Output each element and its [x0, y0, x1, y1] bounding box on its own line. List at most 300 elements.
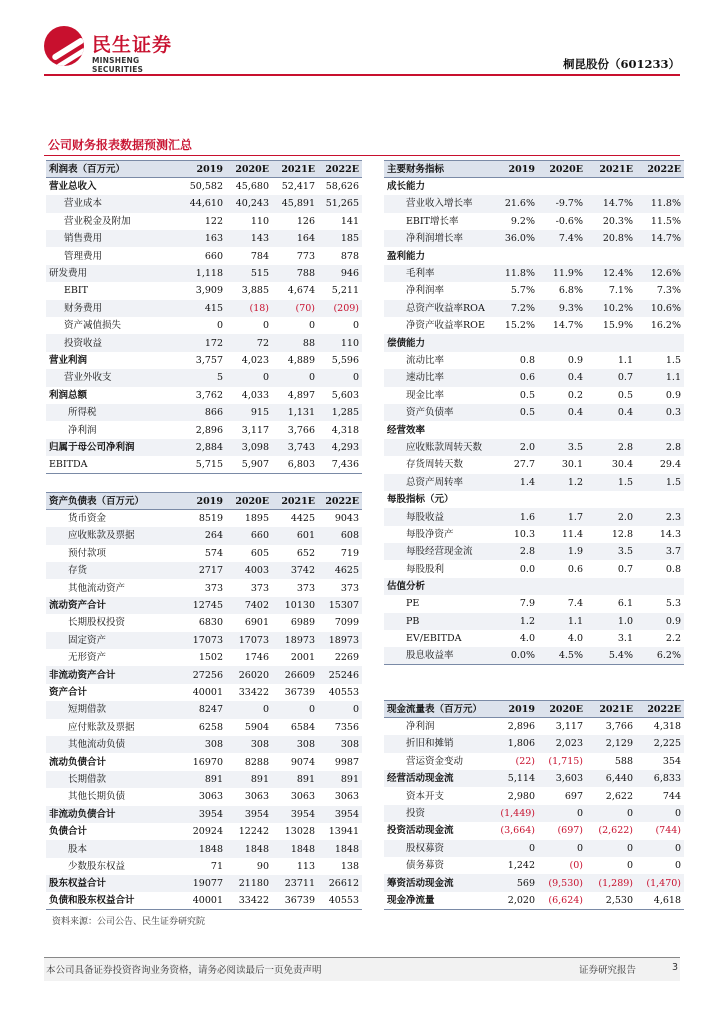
- value-cell: [586, 247, 636, 264]
- value-cell: 3063: [334, 791, 359, 803]
- value-cell: 163: [182, 230, 226, 247]
- value-cell: 6258: [198, 721, 223, 733]
- row-label: 成长能力: [387, 181, 426, 193]
- row-label: 毛利率: [384, 265, 496, 282]
- value-cell: 3063: [290, 791, 315, 803]
- value-cell: 891: [226, 771, 272, 788]
- row-label: 净利润: [406, 721, 435, 733]
- value-cell: 7.4%: [538, 230, 586, 247]
- value-cell: 1848: [318, 840, 362, 857]
- value-cell: 0: [272, 701, 318, 718]
- value-cell: [636, 334, 684, 351]
- value-cell: (22): [515, 755, 535, 767]
- value-cell: 122: [204, 215, 223, 227]
- table-row: [46, 300, 362, 317]
- section-title: 公司财务报表数据预测汇总: [44, 136, 680, 156]
- value-cell: 2,020: [496, 892, 538, 909]
- value-cell: 6.1: [617, 598, 633, 610]
- value-cell: 9987: [334, 756, 359, 768]
- value-cell: 126: [296, 215, 315, 227]
- year-header-cell: 2021E: [586, 161, 636, 178]
- value-cell: 18973: [272, 632, 318, 649]
- table-row: [46, 753, 362, 770]
- value-cell: 4,293: [318, 439, 362, 456]
- value-cell: (697): [557, 825, 583, 837]
- value-cell: 3,885: [241, 285, 269, 297]
- value-cell: 719: [340, 547, 359, 559]
- value-cell: 88: [272, 334, 318, 351]
- table-row: [46, 875, 362, 892]
- row-label: 负债和股东权益合计: [46, 892, 182, 909]
- row-label: 少数股东权益: [68, 860, 126, 872]
- value-cell: 2.8: [496, 543, 538, 560]
- row-label: 现金净流量: [384, 892, 496, 909]
- value-cell: [636, 491, 684, 508]
- value-cell: 308: [272, 736, 318, 753]
- value-cell: 0.4: [586, 404, 636, 421]
- value-cell: 72: [226, 334, 272, 351]
- value-cell: 6,803: [272, 456, 318, 473]
- value-cell: 878: [340, 250, 359, 262]
- row-label: PB: [384, 613, 496, 630]
- value-cell: 45,680: [235, 181, 269, 193]
- value-cell: (0): [569, 860, 583, 872]
- value-cell: 6.8%: [558, 285, 583, 297]
- value-cell: 4,033: [241, 389, 269, 401]
- table-row: [384, 647, 684, 664]
- table-title-cell: 现金流量表（百万元）: [384, 701, 496, 718]
- value-cell: [496, 578, 538, 595]
- value-cell: 3954: [182, 806, 226, 823]
- table-row: [384, 857, 684, 874]
- value-cell: 36.0%: [496, 230, 538, 247]
- table-title-cell: 利润表（百万元）: [46, 161, 182, 178]
- row-label: 资产减值损失: [64, 320, 122, 332]
- header-divider: [44, 74, 680, 76]
- table-row: [384, 491, 684, 508]
- row-label: 销售费用: [46, 230, 182, 247]
- year-header-cell: 2019: [496, 701, 538, 718]
- value-cell: 4.0: [519, 633, 535, 645]
- value-cell: 1.9: [538, 543, 586, 560]
- value-cell: 2,896: [195, 424, 223, 436]
- value-cell: 0.4: [538, 369, 586, 386]
- year-header-cell: 2019: [496, 161, 538, 178]
- value-cell: 2,980: [507, 790, 535, 802]
- value-cell: 660: [204, 250, 223, 262]
- company-name: 桐昆股份（601233）: [562, 57, 680, 71]
- value-cell: 25246: [318, 666, 362, 683]
- value-cell: 0.0%: [496, 647, 538, 664]
- table-row: [46, 736, 362, 753]
- row-label: 净利润增长率: [384, 230, 496, 247]
- value-cell: 7.1%: [608, 285, 633, 297]
- value-cell: 9043: [334, 513, 359, 525]
- row-label: 负债合计: [49, 826, 88, 838]
- table-row: [46, 247, 362, 264]
- value-cell: 14.7%: [636, 230, 684, 247]
- table-row: [384, 439, 684, 456]
- value-cell: 40001: [192, 686, 223, 698]
- value-cell: [538, 421, 586, 438]
- value-cell: 52,417: [281, 181, 315, 193]
- table-row: [46, 823, 362, 840]
- value-cell: 11.8%: [496, 265, 538, 282]
- table-row: [384, 387, 684, 404]
- table-row: [46, 230, 362, 247]
- row-label: 归属于母公司净利润: [46, 439, 182, 456]
- value-cell: 601: [272, 527, 318, 544]
- value-cell: 45,891: [272, 195, 318, 212]
- value-cell: 23711: [272, 875, 318, 892]
- value-cell: 5,715: [182, 456, 226, 473]
- row-label: 股东权益合计: [46, 875, 182, 892]
- value-cell: 8288: [244, 756, 269, 768]
- value-cell: 4.5%: [538, 647, 586, 664]
- year-header-cell: 2019: [182, 493, 226, 510]
- value-cell: 71: [210, 860, 223, 872]
- row-label: 折旧和摊销: [384, 735, 496, 752]
- value-cell: 40001: [182, 892, 226, 909]
- value-cell: 3,766: [287, 424, 315, 436]
- value-cell: 784: [250, 250, 269, 262]
- value-cell: 0: [636, 805, 684, 822]
- row-label: 固定资产: [46, 632, 182, 649]
- value-cell: 20924: [192, 826, 223, 838]
- table-row: [384, 352, 684, 369]
- value-cell: 12.4%: [586, 265, 636, 282]
- value-cell: 1.7: [538, 508, 586, 525]
- row-label: 长期股权投资: [68, 617, 126, 629]
- table-row: [384, 543, 684, 560]
- value-cell: 373: [250, 582, 269, 594]
- table-row: [384, 230, 684, 247]
- value-cell: 1.4: [496, 474, 538, 491]
- value-cell: 138: [340, 860, 359, 872]
- value-cell: 16.2%: [650, 320, 681, 332]
- value-cell: 0.9: [636, 613, 684, 630]
- value-cell: 40,243: [226, 195, 272, 212]
- row-label: EV/EBITDA: [406, 633, 462, 645]
- year-header-cell: 2019: [182, 161, 226, 178]
- value-cell: 0.9: [665, 389, 681, 401]
- row-label: PE: [406, 598, 420, 610]
- value-cell: 21180: [226, 875, 272, 892]
- table-row: [46, 352, 362, 369]
- row-label: 总资产收益率ROA: [384, 300, 496, 317]
- table-row: [46, 265, 362, 282]
- value-cell: 373: [204, 582, 223, 594]
- value-cell: 1.1: [617, 354, 633, 366]
- value-cell: 946: [318, 265, 362, 282]
- value-cell: 1,118: [182, 265, 226, 282]
- value-cell: [496, 247, 538, 264]
- value-cell: 354: [662, 755, 681, 767]
- value-cell: 569: [496, 874, 538, 891]
- value-cell: (1,449): [496, 805, 538, 822]
- value-cell: 14.3: [659, 528, 681, 540]
- row-label: 短期借款: [46, 701, 182, 718]
- table-row: [46, 421, 362, 438]
- value-cell: 0: [674, 860, 681, 872]
- value-cell: 3954: [272, 806, 318, 823]
- value-cell: 58,626: [325, 181, 359, 193]
- value-cell: 6,440: [586, 770, 636, 787]
- table-header-row: [384, 161, 684, 178]
- value-cell: (6,624): [538, 892, 586, 909]
- value-cell: 10.6%: [636, 300, 684, 317]
- value-cell: 27.7: [513, 459, 535, 471]
- year-header-cell: 2020E: [538, 701, 586, 718]
- value-cell: 11.4: [561, 528, 583, 540]
- row-label: 每股指标（元）: [387, 494, 454, 506]
- value-cell: (209): [318, 300, 362, 317]
- row-label: 预付款项: [68, 547, 107, 559]
- value-cell: 0.9: [567, 354, 583, 366]
- value-cell: 0.8: [665, 563, 681, 575]
- row-label: 偿债能力: [384, 334, 496, 351]
- value-cell: 90: [256, 860, 269, 872]
- value-cell: 0: [318, 369, 362, 386]
- row-label: 存货周转天数: [406, 459, 464, 471]
- value-cell: 891: [182, 771, 226, 788]
- row-label: 非流动资产合计: [46, 666, 182, 683]
- value-cell: 30.4: [611, 459, 633, 471]
- value-cell: [636, 178, 684, 195]
- value-cell: 20.8%: [586, 230, 636, 247]
- value-cell: 0: [226, 701, 272, 718]
- value-cell: [586, 491, 636, 508]
- value-cell: 264: [182, 527, 226, 544]
- row-label: 存货: [46, 562, 182, 579]
- value-cell: (18): [226, 300, 272, 317]
- value-cell: 5,596: [331, 354, 359, 366]
- value-cell: 5.3: [665, 598, 681, 610]
- table-row: [46, 195, 362, 212]
- value-cell: [636, 421, 684, 438]
- value-cell: (3,664): [500, 825, 535, 837]
- value-cell: 26609: [272, 666, 318, 683]
- value-cell: 2717: [182, 562, 226, 579]
- row-label: 无形资产: [68, 652, 107, 664]
- value-cell: 773: [296, 250, 315, 262]
- table-row: [46, 649, 362, 666]
- value-cell: 9.2%: [510, 215, 535, 227]
- value-cell: 608: [318, 527, 362, 544]
- value-cell: 588: [614, 755, 633, 767]
- value-cell: 0.8: [519, 354, 535, 366]
- page-header: [0, 0, 724, 80]
- value-cell: 6830: [198, 617, 223, 629]
- row-label: 资产负债率: [384, 404, 496, 421]
- value-cell: [538, 578, 586, 595]
- row-label: 每股经营现金流: [384, 543, 496, 560]
- value-cell: 3954: [226, 806, 272, 823]
- row-label: 其他流动负债: [46, 736, 182, 753]
- row-label: 流动比率: [406, 354, 445, 366]
- table-header-row: [384, 701, 684, 718]
- value-cell: 9.3%: [538, 300, 586, 317]
- value-cell: 8519: [198, 513, 223, 525]
- table-row: [46, 684, 362, 701]
- value-cell: 1848: [226, 840, 272, 857]
- value-cell: 2.3: [636, 508, 684, 525]
- value-cell: 308: [182, 736, 226, 753]
- value-cell: 4,023: [241, 354, 269, 366]
- value-cell: (70): [272, 300, 318, 317]
- row-label: 现金比率: [406, 389, 445, 401]
- value-cell: 1,242: [507, 860, 535, 872]
- row-label: 营业总收入: [49, 181, 97, 193]
- year-header-cell: 2021E: [272, 161, 318, 178]
- year-header-cell: 2021E: [272, 493, 318, 510]
- balance-sheet-table: [46, 492, 362, 910]
- value-cell: 5.4%: [586, 647, 636, 664]
- value-cell: 8247: [182, 701, 226, 718]
- value-cell: -9.7%: [538, 195, 586, 212]
- table-row: [384, 404, 684, 421]
- value-cell: 2,530: [586, 892, 636, 909]
- value-cell: 11.8%: [636, 195, 684, 212]
- value-cell: 9074: [290, 756, 315, 768]
- value-cell: 141: [340, 215, 359, 227]
- value-cell: (1,470): [636, 874, 684, 891]
- table-row: [384, 334, 684, 351]
- value-cell: 33422: [238, 686, 269, 698]
- value-cell: [586, 578, 636, 595]
- value-cell: 15.2%: [504, 320, 535, 332]
- value-cell: 3,743: [272, 439, 318, 456]
- table-row: [46, 404, 362, 421]
- table-row: [384, 178, 684, 195]
- value-cell: 5,211: [331, 285, 359, 297]
- value-cell: 2001: [290, 652, 315, 664]
- value-cell: 4625: [318, 562, 362, 579]
- row-label: 财务费用: [46, 300, 182, 317]
- value-cell: 1,285: [318, 404, 362, 421]
- value-cell: 5,114: [496, 770, 538, 787]
- value-cell: 4,674: [287, 285, 315, 297]
- value-cell: 1848: [272, 840, 318, 857]
- table-row: [384, 560, 684, 577]
- value-cell: 185: [318, 230, 362, 247]
- value-cell: 10130: [272, 597, 318, 614]
- value-cell: 0.3: [636, 404, 684, 421]
- table-row: [46, 562, 362, 579]
- table-row: [384, 195, 684, 212]
- value-cell: 2,896: [507, 721, 535, 733]
- value-cell: 4,897: [287, 389, 315, 401]
- value-cell: 3742: [272, 562, 318, 579]
- disclaimer-text: 本公司具备证券投资咨询业务资格，请务必阅读最后一页免责声明: [46, 965, 322, 976]
- value-cell: 14.7%: [586, 195, 636, 212]
- table-row: [384, 213, 684, 230]
- table-row: [46, 456, 362, 473]
- row-label: 长期借款: [46, 771, 182, 788]
- value-cell: 172: [182, 334, 226, 351]
- logo-text-en: MINSHENG SECURITIES: [92, 56, 144, 74]
- value-cell: 3063: [244, 791, 269, 803]
- year-header-cell: 2020E: [226, 161, 272, 178]
- table-row: [384, 474, 684, 491]
- row-label: EBIT: [64, 285, 89, 297]
- row-label: 投资活动现金流: [387, 825, 454, 837]
- value-cell: [538, 334, 586, 351]
- row-label: 盈利能力: [387, 250, 426, 262]
- value-cell: (1,715): [548, 755, 583, 767]
- value-cell: 6.2%: [636, 647, 684, 664]
- row-label: 债务募资: [406, 860, 445, 872]
- table-row: [46, 719, 362, 736]
- value-cell: 0: [586, 805, 636, 822]
- value-cell: 5904: [244, 721, 269, 733]
- value-cell: 6901: [244, 617, 269, 629]
- row-label: 经营效率: [387, 424, 426, 436]
- table-row: [384, 787, 684, 804]
- value-cell: 11.9%: [538, 265, 586, 282]
- row-label: 营运资金变动: [406, 755, 464, 767]
- row-label: 营业税金及附加: [64, 215, 131, 227]
- table-row: [46, 387, 362, 404]
- value-cell: 0: [636, 840, 684, 857]
- row-label: 营业外收支: [46, 369, 182, 386]
- value-cell: 40553: [318, 892, 362, 909]
- value-cell: 0: [216, 320, 223, 332]
- value-cell: 1895: [244, 513, 269, 525]
- value-cell: (744): [655, 825, 681, 837]
- value-cell: 5,603: [331, 389, 359, 401]
- row-label: 营业利润: [49, 354, 88, 366]
- value-cell: 0: [586, 840, 636, 857]
- value-cell: 21.6%: [496, 195, 538, 212]
- table-row: [384, 735, 684, 752]
- value-cell: [586, 334, 636, 351]
- value-cell: 13941: [328, 826, 359, 838]
- value-cell: [538, 178, 586, 195]
- value-cell: 0: [308, 320, 315, 332]
- row-label: 应付账款及票据: [68, 721, 135, 733]
- value-cell: 113: [296, 860, 315, 872]
- table-row: [46, 788, 362, 805]
- value-cell: 2,622: [605, 790, 633, 802]
- row-label: 货币资金: [68, 513, 107, 525]
- value-cell: 3,117: [555, 721, 583, 733]
- value-cell: 44,610: [182, 195, 226, 212]
- value-cell: 7356: [334, 721, 359, 733]
- row-label: 净资产收益率ROE: [406, 320, 485, 332]
- value-cell: 19077: [182, 875, 226, 892]
- table-row: [46, 806, 362, 823]
- value-cell: 3.1: [617, 633, 633, 645]
- row-label: 速动比率: [384, 369, 496, 386]
- value-cell: 891: [272, 771, 318, 788]
- value-cell: 26612: [318, 875, 362, 892]
- value-cell: 10.3: [513, 528, 535, 540]
- value-cell: 3,766: [605, 721, 633, 733]
- value-cell: 3,098: [226, 439, 272, 456]
- table-row: [384, 874, 684, 891]
- value-cell: 0.7: [586, 369, 636, 386]
- value-cell: 4,318: [331, 424, 359, 436]
- value-cell: 0: [272, 369, 318, 386]
- value-cell: 3,757: [195, 354, 223, 366]
- value-cell: 50,582: [189, 181, 223, 193]
- value-cell: 13028: [284, 826, 315, 838]
- value-cell: 12745: [182, 597, 226, 614]
- row-label: 研发费用: [46, 265, 182, 282]
- value-cell: -0.6%: [555, 215, 583, 227]
- value-cell: 4,618: [636, 892, 684, 909]
